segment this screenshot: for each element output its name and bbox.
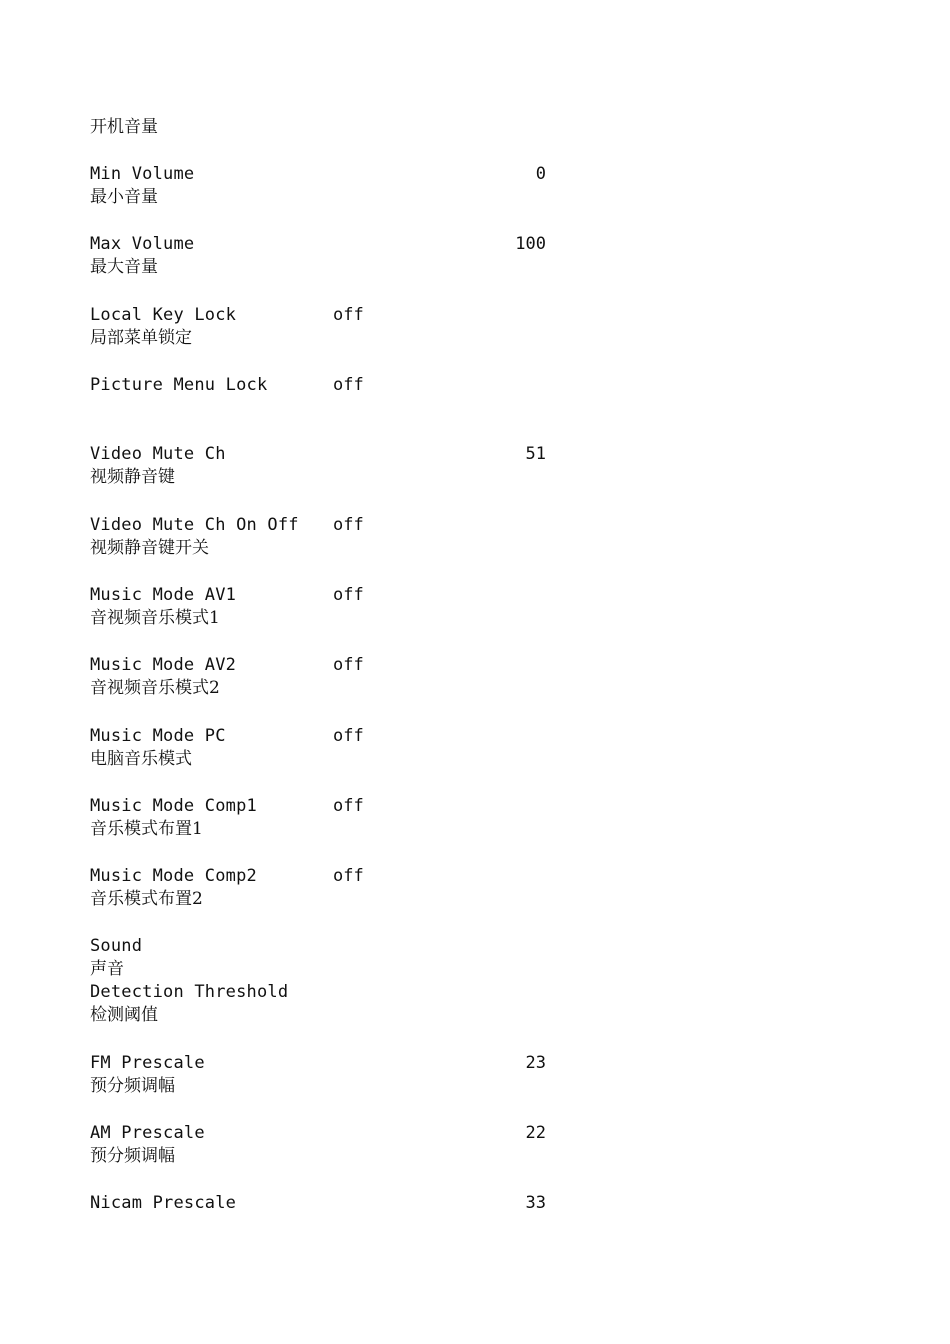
setting-label-zh: 预分频调幅 <box>90 1076 175 1096</box>
setting-label-zh: 局部菜单锁定 <box>90 328 192 348</box>
setting-row-music-mode-pc <box>90 725 550 771</box>
setting-value: 22 <box>525 1123 546 1143</box>
setting-label-en: Video Mute Ch <box>90 444 226 464</box>
setting-value: 100 <box>515 234 546 254</box>
setting-value: 0 <box>535 164 546 184</box>
setting-label-zh: 视频静音键开关 <box>90 538 209 558</box>
setting-label-zh: 电脑音乐模式 <box>90 749 192 769</box>
setting-row-music-mode-av2 <box>90 654 550 700</box>
setting-state: off <box>333 515 364 535</box>
setting-state: off <box>333 655 364 675</box>
heading-text: 开机音量 <box>90 117 158 137</box>
setting-state: off <box>333 726 364 746</box>
setting-row-nicam-prescale <box>90 1192 550 1215</box>
setting-row-music-mode-av1 <box>90 584 550 630</box>
setting-state: off <box>333 305 364 325</box>
setting-label-en: FM Prescale <box>90 1053 205 1073</box>
setting-value: 51 <box>525 444 546 464</box>
setting-row-min-volume <box>90 163 550 209</box>
setting-label-en: Picture Menu Lock <box>90 375 268 395</box>
setting-label-en: Music Mode Comp1 <box>90 796 257 816</box>
section-heading <box>90 116 550 139</box>
setting-row-music-mode-comp2 <box>90 865 550 911</box>
setting-label-en: Music Mode AV2 <box>90 655 237 675</box>
setting-state: off <box>333 796 364 816</box>
setting-label-en: Music Mode AV1 <box>90 585 237 605</box>
setting-label-en: Music Mode PC <box>90 726 226 746</box>
sound-label-en: Sound <box>90 936 143 956</box>
sound-detection-block <box>90 935 550 1027</box>
setting-label-zh: 音乐模式布置1 <box>90 819 203 839</box>
setting-label-en: Video Mute Ch On Off <box>90 515 299 535</box>
setting-state: off <box>333 866 364 886</box>
setting-value: 23 <box>525 1053 546 1073</box>
setting-label-en: Music Mode Comp2 <box>90 866 257 886</box>
setting-label-en: AM Prescale <box>90 1123 205 1143</box>
setting-label-en: Nicam Prescale <box>90 1193 237 1213</box>
setting-label-zh: 音视频音乐模式1 <box>90 608 220 628</box>
setting-state: off <box>333 375 364 395</box>
setting-row-local-key-lock <box>90 304 550 350</box>
setting-label-zh: 最小音量 <box>90 187 158 207</box>
setting-state: off <box>333 585 364 605</box>
setting-label-zh: 音视频音乐模式2 <box>90 678 220 698</box>
setting-label-zh: 音乐模式布置2 <box>90 889 203 909</box>
setting-label-en: Min Volume <box>90 164 195 184</box>
sound-label-zh: 声音 <box>90 959 124 979</box>
setting-label-en: Max Volume <box>90 234 195 254</box>
setting-label-zh: 视频静音键 <box>90 467 175 487</box>
setting-row-video-mute-ch <box>90 443 550 489</box>
setting-row-music-mode-comp1 <box>90 795 550 841</box>
detection-threshold-label-en: Detection Threshold <box>90 982 289 1002</box>
setting-label-zh: 预分频调幅 <box>90 1146 175 1166</box>
setting-value: 33 <box>525 1193 546 1213</box>
setting-row-am-prescale <box>90 1122 550 1168</box>
setting-row-picture-menu-lock <box>90 374 550 397</box>
setting-row-video-mute-ch-on-off <box>90 514 550 560</box>
detection-threshold-label-zh: 检测阈值 <box>90 1005 158 1025</box>
setting-row-max-volume <box>90 233 550 279</box>
setting-label-zh: 最大音量 <box>90 257 158 277</box>
setting-label-en: Local Key Lock <box>90 305 237 325</box>
setting-row-fm-prescale <box>90 1052 550 1098</box>
